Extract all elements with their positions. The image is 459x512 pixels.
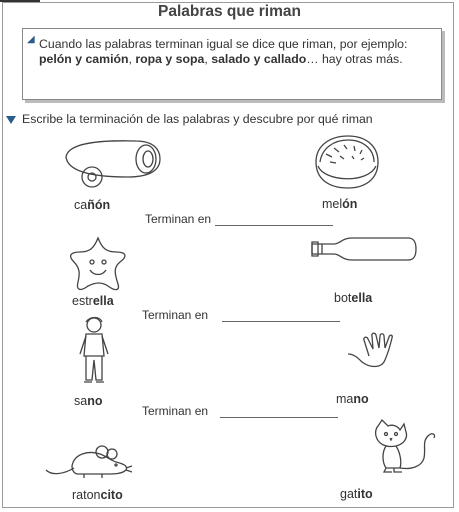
word-canon: cañón — [74, 198, 111, 212]
example-2: ropa y sopa — [135, 52, 205, 66]
page-title: Palabras que riman — [157, 3, 301, 20]
word-ratoncito: ratoncito — [72, 488, 123, 502]
mouse-icon — [44, 440, 134, 480]
top-rule — [0, 0, 40, 2]
word-estrella: estrella — [72, 294, 114, 308]
cannon-icon — [58, 135, 168, 190]
answer-line-1[interactable] — [215, 215, 333, 226]
intro-tail: … hay otras más. — [306, 52, 403, 66]
word-melon: melón — [322, 197, 358, 211]
melon-icon — [312, 132, 382, 192]
answer-line-2[interactable] — [222, 311, 340, 322]
intro-text: Cuando las palabras terminan igual se dice que riman, por ejemplo: — [39, 37, 408, 51]
terminan-row-1: Terminan en — [145, 212, 333, 226]
instruction: Escribe la terminación de las palabras y descubre por qué riman — [6, 112, 373, 126]
word-mano: mano — [336, 392, 369, 406]
hand-icon — [344, 332, 396, 370]
example-3: salado y callado — [211, 52, 307, 66]
word-sano: sano — [74, 394, 103, 408]
boy-icon — [74, 316, 114, 386]
cat-icon — [372, 418, 442, 474]
triangle-bullet-icon — [6, 116, 16, 124]
word-botella: botella — [334, 291, 373, 305]
example-1: pelón y camión — [39, 52, 129, 66]
intro-box: ◢ Cuando las palabras terminan igual se dice que riman, por ejemplo: pelón y camión, ropa y sopa, salado y callado… hay otras más. — [22, 28, 442, 100]
answer-line-3[interactable] — [220, 407, 338, 418]
terminan-row-2: Terminan en — [142, 308, 340, 322]
terminan-row-3: Terminan en — [142, 404, 338, 418]
bottle-icon — [306, 234, 418, 264]
corner-mark-icon: ◢ — [27, 34, 35, 45]
word-gatito: gatito — [340, 487, 373, 501]
star-icon — [64, 234, 134, 294]
